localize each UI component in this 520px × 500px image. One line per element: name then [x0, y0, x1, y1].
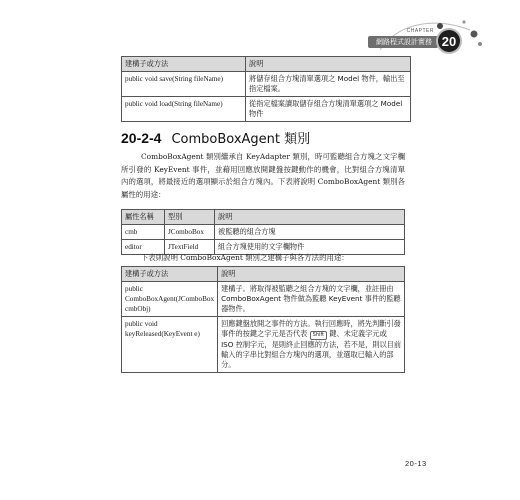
table-cell-desc: 組合方塊使用的文字欄物件	[215, 240, 405, 255]
table-row	[122, 225, 405, 240]
desc-text-after: 鍵、未定義字元或 ISO 控制字元，是則終止回應的方法，若不是，則以目前輸入的字串比對組合方塊內的選項，並選取已輸入的部分。	[221, 329, 402, 369]
section-heading	[121, 128, 310, 147]
table-cell-type: JComboBox	[165, 225, 215, 240]
table-row	[122, 317, 405, 373]
table-cell-desc: 從指定檔案讀取儲存組合方塊清單選項之 Model 物件	[246, 97, 411, 122]
table-cell-desc: 被監聽的組合方塊	[215, 225, 405, 240]
methods-table-2	[121, 266, 405, 373]
body-paragraph: ComboBoxAgent 類別繼承自 KeyAdapter 類別，時可監聽組合方塊之文字欄所引發的 KeyEvent 事件，並藉用回應放開鍵盤按鍵動作的機會，比對組合方塊清單內的選項，將最接近的選項顯示於組合方塊內。下表將說明 ComboBoxAgent 類別各屬性的用途：	[121, 152, 405, 199]
table-cell-desc: 將儲存組合方塊清單選項之 Model 物件，輸出至指定檔案。	[246, 72, 411, 97]
table-row	[122, 282, 405, 317]
table-header-row	[122, 57, 411, 72]
section-title: ComboBoxAgent 類別	[171, 132, 311, 147]
chapter-header-decoration	[0, 0, 520, 60]
table-header-cell: 說明	[246, 57, 411, 72]
body-paragraph: 下表則說明 ComboBoxAgent 類別之建構子與各方法的用途：	[141, 253, 349, 262]
chapter-title: 網路程式設計實務	[368, 36, 438, 48]
table-cell-method: public void save(String fileName)	[122, 72, 246, 97]
desc-text-before: 回應鍵盤放開之事件的方法。執行回應時，將先判斷引發事件的按鍵之字元是否代表	[221, 319, 401, 338]
section-number: 20-2-4	[121, 130, 162, 146]
table-header-row	[122, 267, 405, 282]
properties-table	[121, 209, 405, 255]
chapter-number-badge: 20	[438, 30, 460, 52]
table-header-cell: 說明	[218, 267, 405, 282]
table-cell-type: JTextField	[165, 240, 215, 255]
table-header-cell: 型別	[165, 210, 215, 225]
page-number: 20-13	[405, 459, 427, 468]
table-cell-name: editor	[122, 240, 165, 255]
table-header-cell: 說明	[215, 210, 405, 225]
table-row	[122, 72, 411, 97]
table-row	[122, 97, 411, 122]
table-header-cell: 屬性名稱	[122, 210, 165, 225]
table-header-row	[122, 210, 405, 225]
chapter-label: CHAPTER	[406, 28, 434, 34]
table-cell-method: public ComboBoxAgent(JComboBox cmbObj)	[122, 282, 218, 317]
table-header-cell: 建構子或方法	[122, 57, 246, 72]
table-header-cell: 建構子或方法	[122, 267, 218, 282]
table-cell-name: cmb	[122, 225, 165, 240]
shift-key-glyph: Shift	[310, 331, 327, 340]
table-cell-desc: 建構子。將取得被監聽之組合方塊的文字欄，並註冊由 ComboBoxAgent 物件做為監聽 KeyEvent 事件的監聽器物件。	[218, 282, 405, 317]
table-cell-desc	[218, 317, 405, 373]
methods-table-1	[121, 56, 411, 122]
table-cell-method: public void keyReleased(KeyEvent e)	[122, 317, 218, 373]
table-cell-method: public void load(String fileName)	[122, 97, 246, 122]
